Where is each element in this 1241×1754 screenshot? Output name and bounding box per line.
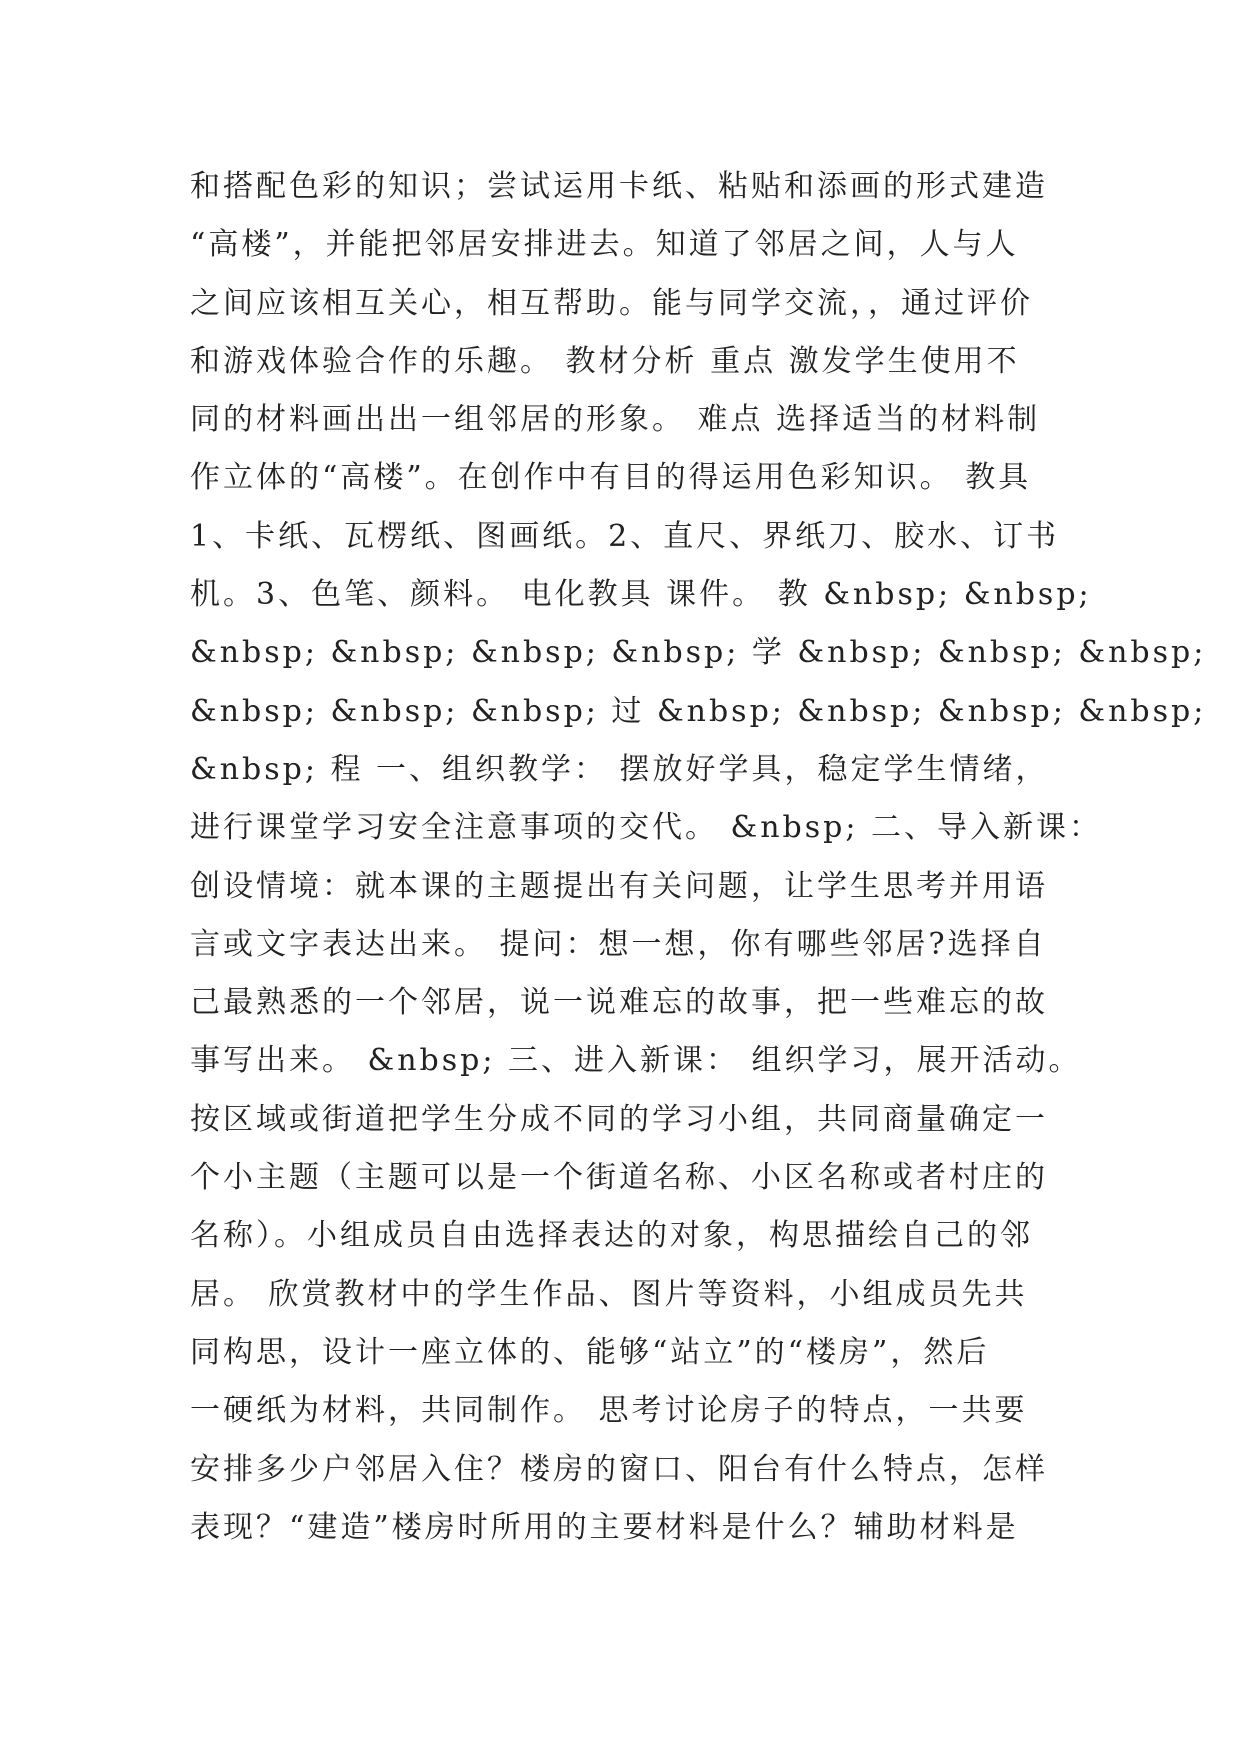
text-line: 表现？“建造”楼房时所用的主要材料是什么？辅助材料是 <box>190 1509 1019 1545</box>
text-line: 安排多少户邻居入住？楼房的窗口、阳台有什么特点，怎样 <box>190 1451 1048 1487</box>
text-line: 作立体的“高楼”。在创作中有目的得运用色彩知识。 教具 <box>190 460 1032 496</box>
text-line: “高楼”，并能把邻居安排进去。知道了邻居之间，人与人 <box>190 227 1019 263</box>
text-line: 言或文字表达出来。 提问：想一想，你有哪些邻居?选择自 <box>190 926 1047 962</box>
body-text <box>190 158 1207 1557</box>
text-line: &nbsp; &nbsp; &nbsp; &nbsp; 学 &nbsp; &nbsp; &nbsp; <box>190 635 1207 671</box>
text-line: 进行课堂学习安全注意事项的交代。 &nbsp; 二、导入新课： <box>190 810 1103 846</box>
text-line: 1、卡纸、瓦楞纸、图画纸。2、直尺、界纸刀、胶水、订书 <box>190 518 1060 554</box>
text-line: 机。3、色笔、颜料。 电化教具 课件。 教 &nbsp; &nbsp; <box>190 577 1092 613</box>
text-line: &nbsp; 程 一、组织教学： 摆放好学具，稳定学生情绪， <box>190 751 1049 787</box>
text-line: 和搭配色彩的知识；尝试运用卡纸、粘贴和添画的形式建造 <box>190 169 1048 204</box>
text-line: &nbsp; &nbsp; &nbsp; 过 &nbsp; &nbsp; &nbsp; &nbsp; <box>190 693 1207 729</box>
text-line: 同的材料画出出一组邻居的形象。 难点 选择适当的材料制 <box>190 402 1041 438</box>
text-line: 己最熟悉的一个邻居，说一说难忘的故事，把一些难忘的故 <box>190 985 1048 1021</box>
text-line: 之间应该相互关心，相互帮助。能与同学交流，，通过评价 <box>190 285 1033 321</box>
text-line: 个小主题（主题可以是一个街道名称、小区名称或者村庄的 <box>190 1160 1048 1196</box>
text-line: 一硬纸为材料，共同制作。 思考讨论房子的特点，一共要 <box>190 1393 1028 1429</box>
text-line: 按区域或街道把学生分成不同的学习小组，共同商量确定一 <box>190 1101 1048 1137</box>
text-line: 事写出来。 &nbsp; 三、进入新课： 组织学习，展开活动。 <box>190 1043 1082 1079</box>
text-line: 居。 欣赏教材中的学生作品、图片等资料，小组成员先共 <box>190 1276 1028 1312</box>
text-line: 同构思，设计一座立体的、能够“站立”的“楼房”，然后 <box>190 1334 990 1370</box>
text-line: 和游戏体验合作的乐趣。 教材分析 重点 激发学生使用不 <box>190 343 1020 379</box>
text-line: 创设情境：就本课的主题提出有关问题，让学生思考并用语 <box>190 868 1048 904</box>
text-line: 名称）。小组成员自由选择表达的对象，构思描绘自己的邻 <box>190 1218 1033 1254</box>
